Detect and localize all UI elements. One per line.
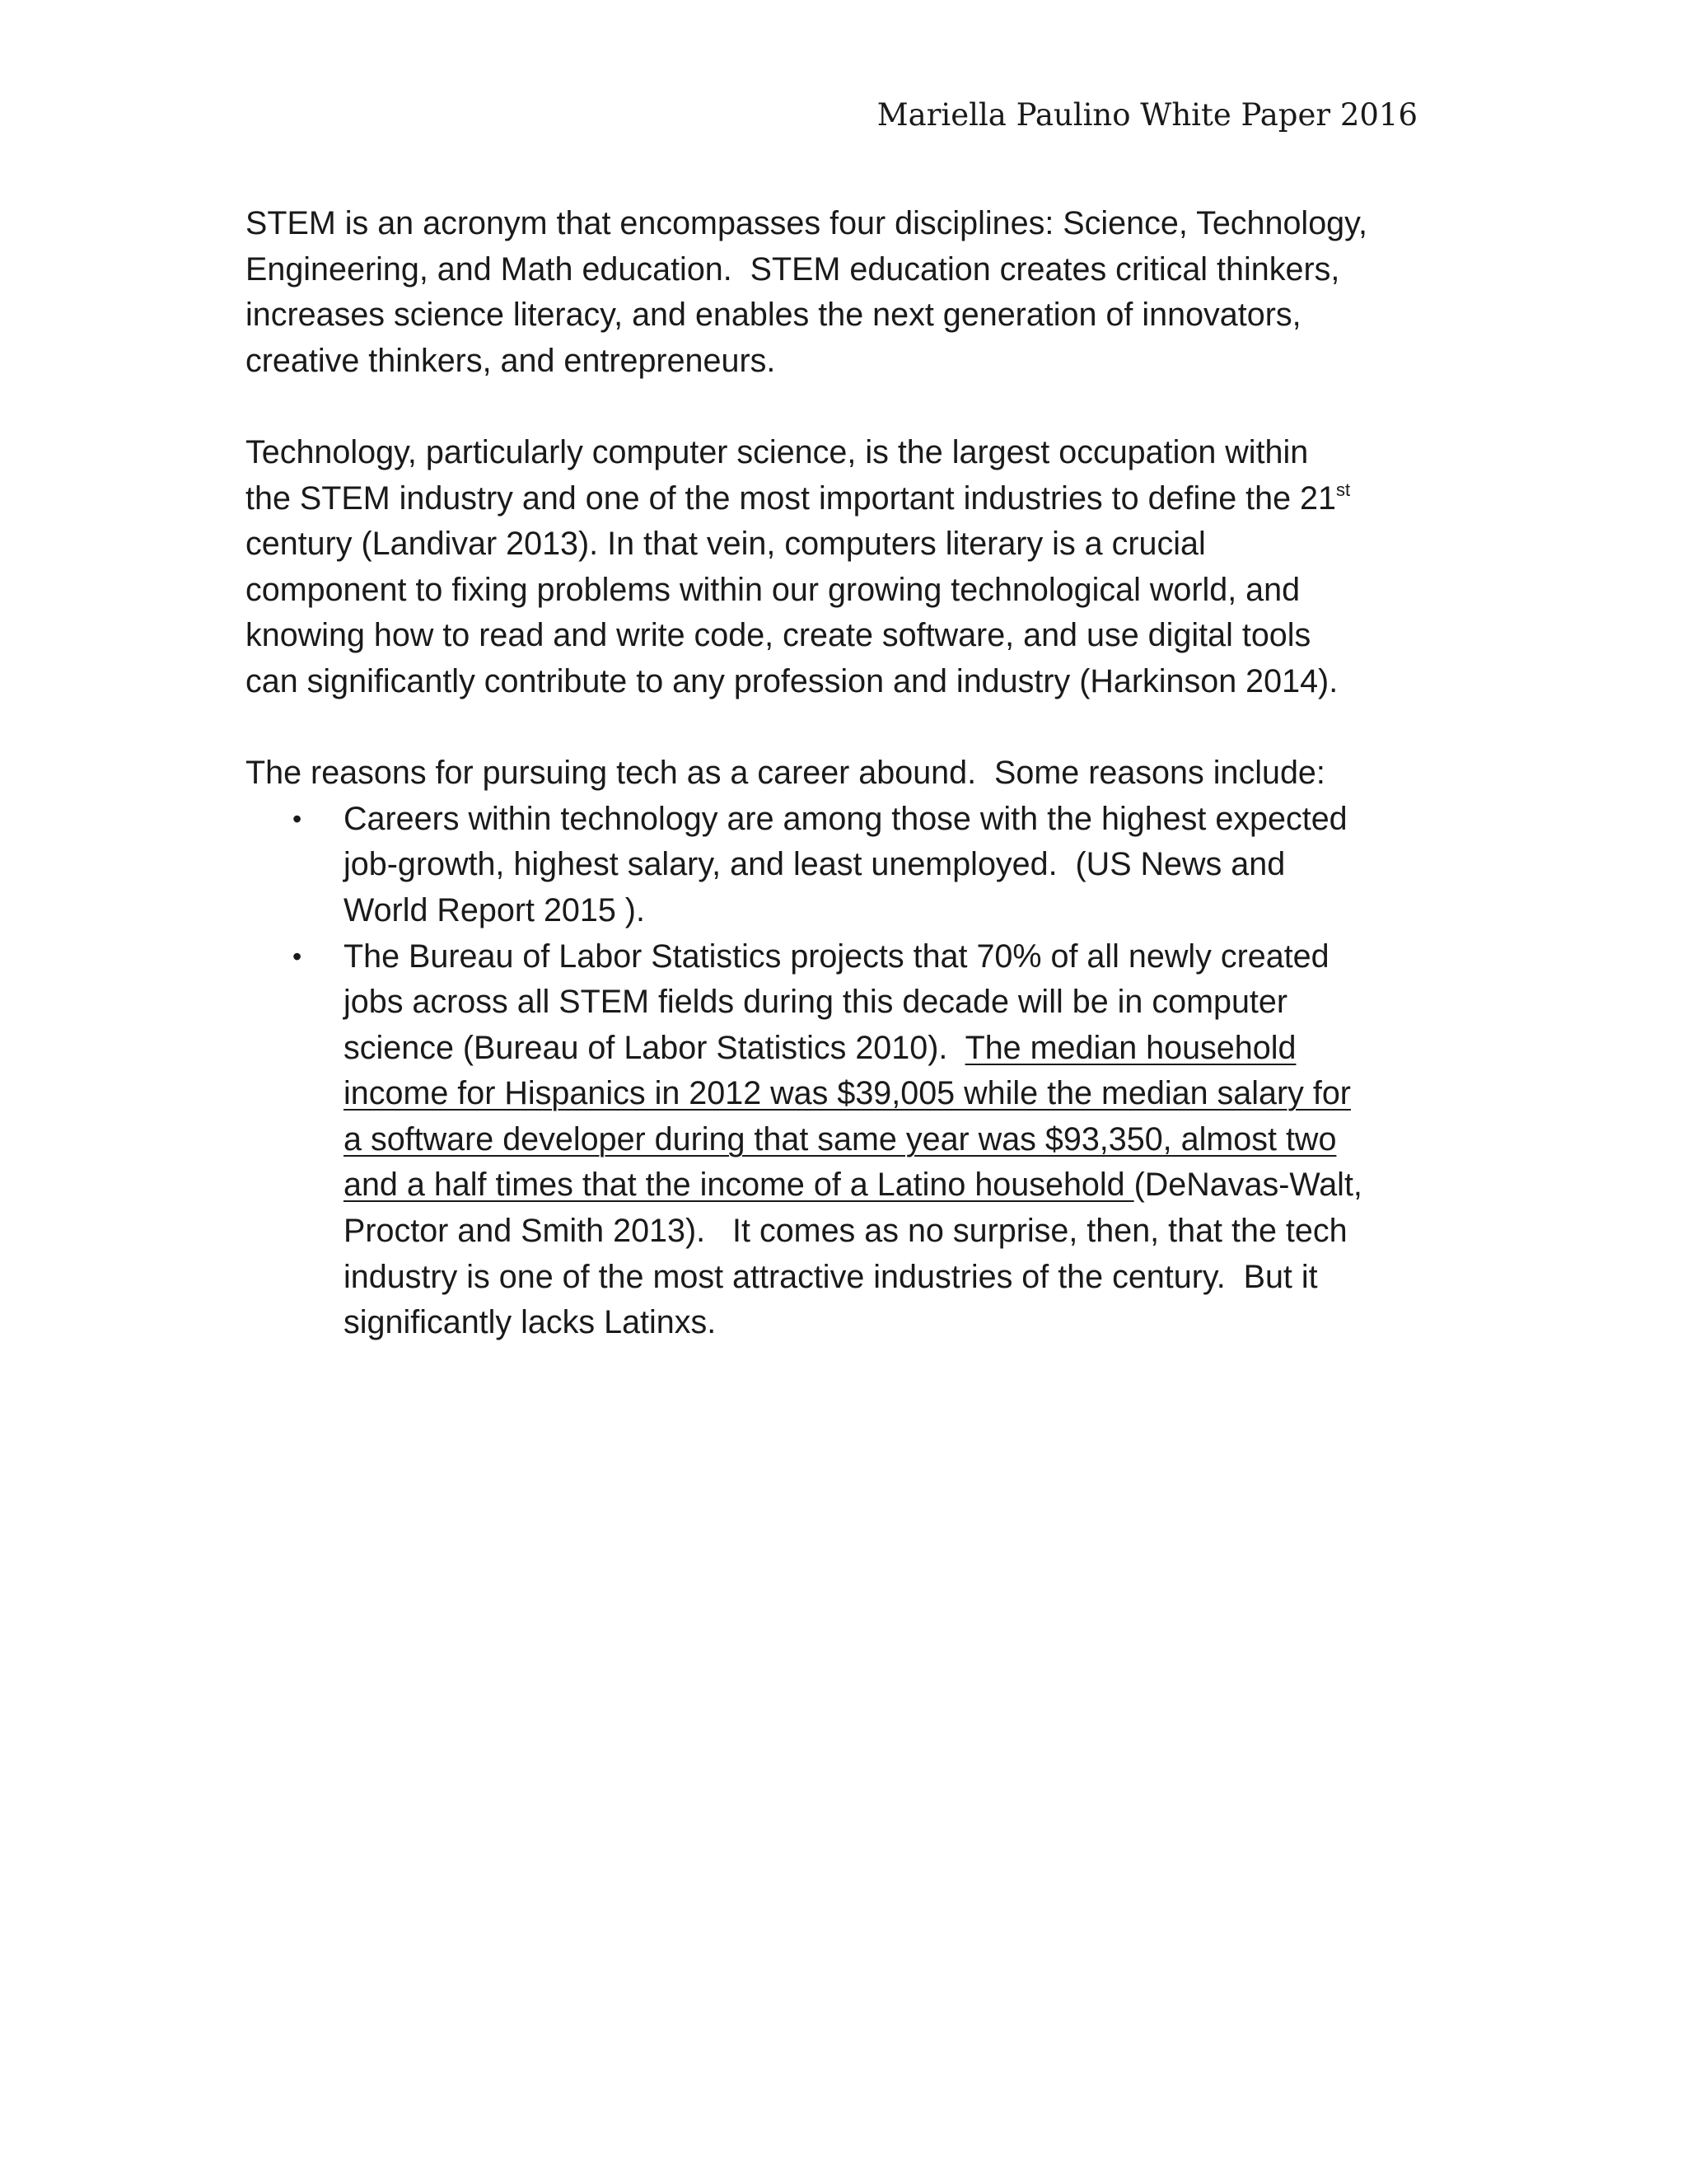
paragraph-technology <box>245 430 1432 705</box>
text-line: Proctor and Smith 2013). It comes as no surprise, then, that the tech <box>343 1213 1348 1250</box>
text-line: component to fixing problems within our growing technological world, and <box>245 571 1301 608</box>
text-line: STEM is an acronym that encompasses four disciplines: Science, Technology, <box>245 205 1367 241</box>
text-line: The reasons for pursuing tech as a career abound. Some reasons include: <box>245 755 1325 792</box>
text-line: Careers within technology are among those with the highest expected <box>343 800 1348 837</box>
bullet-icon: • <box>292 803 302 834</box>
underlined-text: income for Hispanics in 2012 was $39,005 while the median salary for <box>343 1075 1351 1112</box>
paragraph-spacer <box>245 705 1432 751</box>
text-line: increases science literacy, and enables the next generation of innovators, <box>245 297 1301 334</box>
text-line: World Report 2015 ). <box>343 891 645 928</box>
underlined-text: and a half times that the income of a Latino household <box>343 1167 1134 1204</box>
text-line <box>343 1162 1432 1209</box>
underlined-text: The median household <box>965 1029 1297 1066</box>
text-segment: the STEM industry and one of the most important industries to define the 21 <box>245 479 1336 517</box>
list-item <box>245 797 1432 934</box>
underlined-text: a software developer during that same year was $93,350, almost two <box>343 1120 1337 1157</box>
text-line: knowing how to read and write code, create software, and use digital tools <box>245 617 1311 654</box>
text-line: Technology, particularly computer science, is the largest occupation within <box>245 433 1309 470</box>
paragraph-stem-definition <box>245 201 1432 384</box>
text-line: century (Landivar 2013). In that vein, computers literary is a crucial <box>245 526 1206 563</box>
document-body <box>245 201 1432 1346</box>
text-line: The Bureau of Labor Statistics projects that 70% of all newly created <box>343 938 1330 975</box>
superscript: st <box>1335 479 1351 500</box>
text-line <box>245 476 1432 522</box>
text-line: creative thinkers, and entrepreneurs. <box>245 342 776 379</box>
paragraph-spacer <box>245 384 1432 430</box>
text-line: Engineering, and Math education. STEM education creates critical thinkers, <box>245 250 1340 288</box>
text-segment: (DeNavas-Walt, <box>1133 1167 1362 1204</box>
text-line <box>343 1071 1432 1117</box>
text-line: can significantly contribute to any profession and industry (Harkinson 2014). <box>245 662 1339 699</box>
text-line: significantly lacks Latinxs. <box>343 1304 717 1341</box>
text-line: job-growth, highest salary, and least unemployed. (US News and <box>343 846 1286 883</box>
list-item <box>245 934 1432 1346</box>
paragraph-reasons <box>245 751 1432 1346</box>
text-segment: science (Bureau of Labor Statistics 2010). <box>343 1029 965 1066</box>
page-header: Mariella Paulino White Paper 2016 <box>876 97 1418 133</box>
text-line <box>343 1117 1432 1163</box>
text-line <box>343 1026 1432 1072</box>
bullet-icon: • <box>292 941 302 971</box>
bullet-list <box>245 797 1432 1346</box>
text-line: jobs across all STEM fields during this decade will be in computer <box>343 984 1288 1021</box>
text-line: industry is one of the most attractive industries of the century. But it <box>343 1258 1318 1295</box>
